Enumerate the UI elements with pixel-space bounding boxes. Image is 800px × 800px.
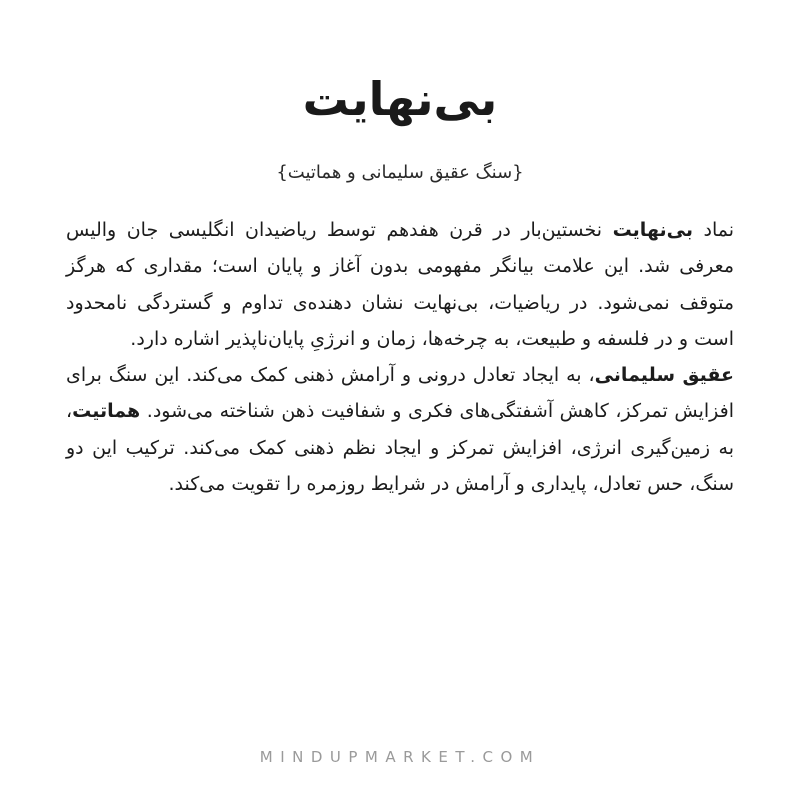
footer-website: MINDUPMARKET.COM xyxy=(259,748,541,766)
description-body xyxy=(66,212,734,502)
page-title: بی‌نهایت xyxy=(302,72,498,126)
term-agate: عقیق سلیمانی xyxy=(594,364,734,387)
paragraph-text: ، به زمین‌گیری انرژی، افزایش تمرکز و ایجاد نظم ذهنی کمک می‌کند. ترکیب این دو سنگ، حس تعادل، پایداری و آرامش در شرایط روزمره را تقویت می‌کند. xyxy=(66,400,734,496)
paragraph-text: ، به ایجاد تعادل درونی و آرامش ذهنی کمک می‌کند. این سنگ برای افزایش تمرکز، کاهش آشفتگی‌های فکری و شفافیت ذهن شناخته می‌شود. xyxy=(66,364,734,423)
paragraph-stones xyxy=(66,357,734,502)
page-subtitle: {سنگ عقیق سلیمانی و هماتیت} xyxy=(276,162,524,183)
paragraph-lead: نماد xyxy=(692,219,735,241)
term-hematite: هماتیت xyxy=(72,400,141,423)
paragraph-infinity xyxy=(66,212,734,357)
term-infinity: بی‌نهایت xyxy=(612,219,693,241)
paragraph-text: نخستین‌بار در قرن هفدهم توسط ریاضیدان انگلیسی جان والیس معرفی شد. این علامت بیانگر مفهومی بدون آغاز و پایان است؛ مقداری که هرگز متوقف نمی‌شود. در ریاضیات، بی‌نهایت نشان دهنده‌ی تداوم و گستردگی نامحدود است و در فلسفه و طبیعت، به چرخه‌ها، زمان و انرژیِ پایان‌ناپذیر اشاره دارد. xyxy=(66,219,734,350)
